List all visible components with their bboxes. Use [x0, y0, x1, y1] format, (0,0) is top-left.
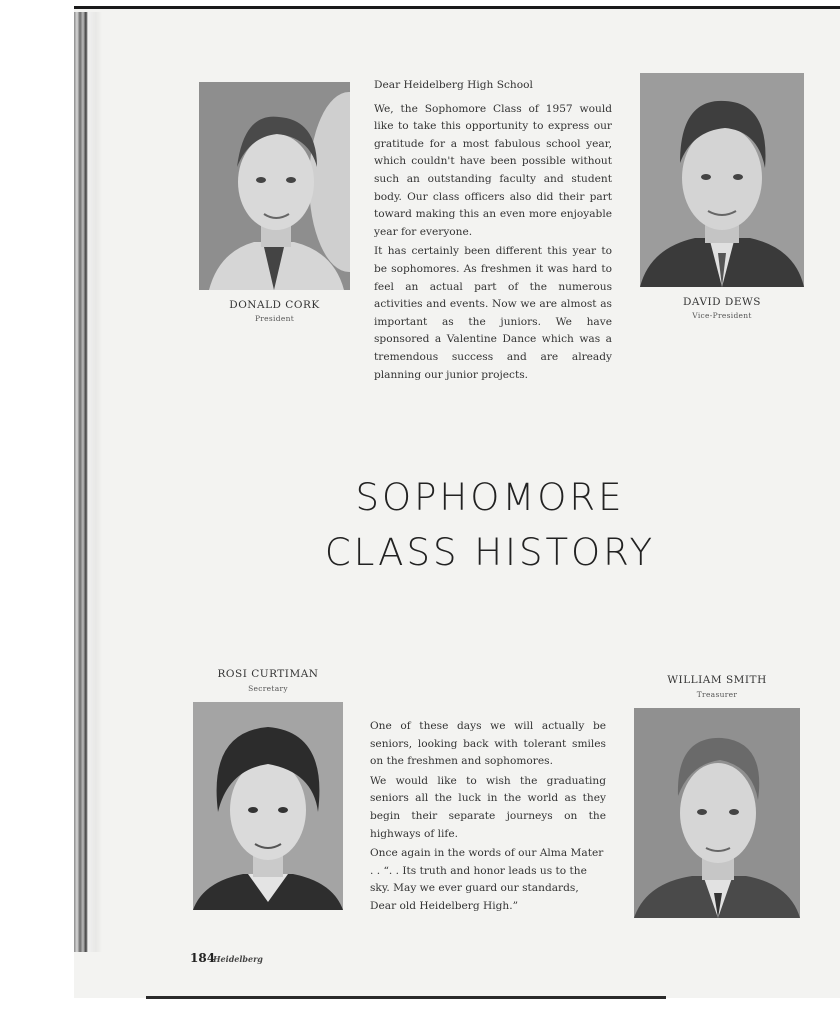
- letter-bottom-paragraph-2: We would like to wish the graduating seniors all the luck in the world as they begin their separate journeys on the highways of life.: [370, 774, 606, 840]
- officer-name-secretary: ROSI CURTIMAN: [217, 668, 319, 680]
- letter-bottom-paragraph-3: Once again in the words of our Alma Mater . . “. . Its truth and honor leads us to the sky. May we ever guard our standards, Dear old Heidelberg High.”: [370, 847, 604, 912]
- officer-title-vice-president: Vice-President: [692, 311, 752, 320]
- page-title-line-1: SOPHOMORE: [355, 476, 625, 519]
- officer-title-president: President: [254, 314, 295, 323]
- officer-photo-vice-president: [640, 73, 804, 287]
- letter-top-paragraph-2: It has certainly been different this year to be sophomores. As freshmen it was hard to feel an actual part of the numerous activities and events. Now we are almost as important as the juniors. We have sponsored a Valentine Dance which was a tremendous success and are already planning our junior projects.: [374, 245, 612, 381]
- page-number: 184: [190, 951, 216, 965]
- officer-name-vice-president: DAVID DEWS: [682, 296, 762, 308]
- letter-bottom: [370, 718, 606, 918]
- page-title-line-2: CLASS HISTORY: [324, 531, 656, 574]
- officer-photo-secretary: [193, 702, 343, 910]
- letter-top-paragraph-1: We, the Sophomore Class of 1957 would like to take this opportunity to express our gratitude for a most fabulous school year, which couldn't have been possible without such an outstanding faculty and student body. Our class officers also did their part toward making this an even more enjoyable year for everyone.: [374, 102, 612, 238]
- officer-name-treasurer: WILLIAM SMITH: [667, 674, 767, 686]
- officer-name-president: DONALD CORK: [229, 299, 320, 311]
- publication-name: Heidelberg: [213, 954, 263, 964]
- officer-photo-president: [199, 82, 350, 290]
- page-bottom-margin: [74, 998, 840, 1024]
- bottom-rule: [146, 996, 666, 999]
- letter-salutation: Dear Heidelberg High School: [374, 79, 533, 91]
- officer-title-secretary: Secretary: [248, 684, 288, 693]
- officer-photo-treasurer: [634, 708, 800, 918]
- binding-spine: [74, 12, 102, 952]
- letter-top: [374, 77, 612, 386]
- letter-bottom-paragraph-1: One of these days we will actually be seniors, looking back with tolerant smiles on the freshmen and sophomores.: [370, 720, 606, 768]
- officer-title-treasurer: Treasurer: [696, 690, 738, 699]
